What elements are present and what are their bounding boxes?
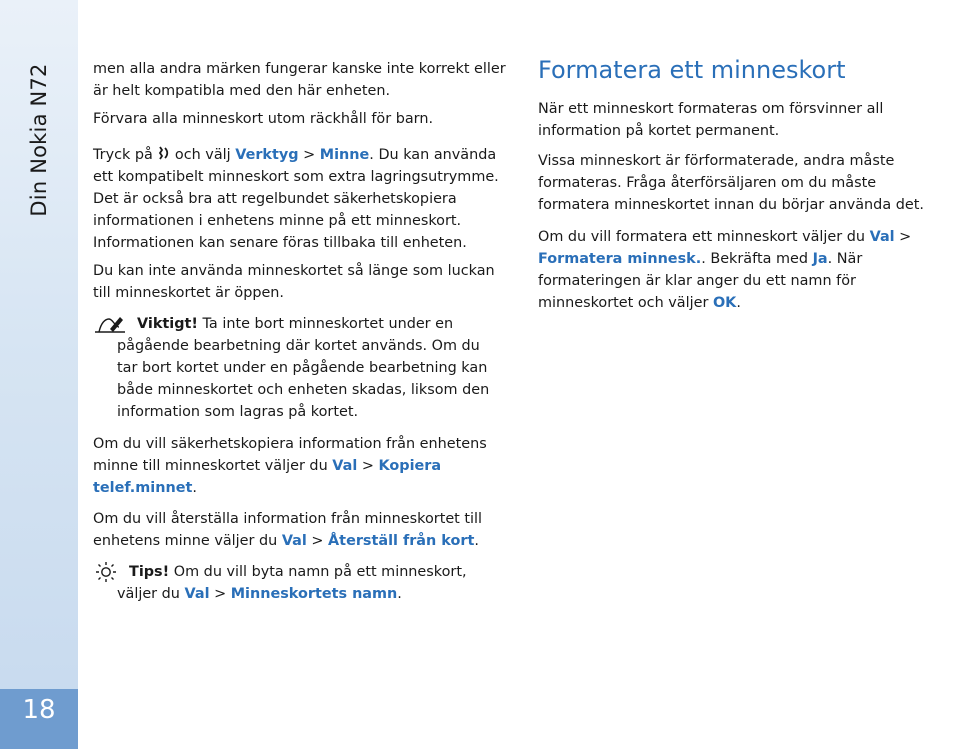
menu-restore-from-card: Återställ från kort xyxy=(328,533,475,549)
menu-copy-phone-memory: Kopiera telef.minnet xyxy=(93,458,442,496)
paragraph-backup: Om du vill säkerhetskopiera information från enhetens minne till minneskortet väljer du Val > Kopiera telef.minnet. xyxy=(93,436,487,496)
menu-format-card: Formatera minnesk. xyxy=(538,251,702,267)
tip-label: Tips! xyxy=(129,564,170,580)
menu-options: Val xyxy=(184,586,210,602)
paragraph-compat: men alla andra märken fungerar kanske inte korrekt eller är helt kompatibla med den här enheten. xyxy=(93,61,506,99)
page-number: 18 xyxy=(22,695,56,725)
page-number-tab xyxy=(0,689,78,749)
section-heading: Formatera ett minneskort xyxy=(538,56,846,84)
paragraph-lid: Du kan inte använda minneskortet så länge som luckan till minneskortet är öppen. xyxy=(93,263,495,301)
menu-options: Val xyxy=(332,458,358,474)
chapter-title: Din Nokia N72 xyxy=(27,63,51,217)
paragraph-preformatted: Vissa minneskort är förformaterade, andra måste formateras. Fråga återförsäljaren om du måste formatera minneskortet innan du börjar använda det. xyxy=(538,153,924,213)
tip-note: Tips! Om du vill byta namn på ett minneskort, väljer du Val > Minneskortets namn. xyxy=(93,561,493,605)
paragraph-menu-path: Tryck på och välj Verktyg > Minne. Du kan använda ett kompatibelt minneskort som extra lagringsutrymme. Det är också bra att regelbundet säkerhetskopiera informationen i enhetens minne på ett minneskort. Informationen kan senare föras tillbaka till enheten. xyxy=(93,147,499,251)
softkey-ok: OK xyxy=(712,295,737,311)
menu-tools: Verktyg xyxy=(235,147,299,163)
paragraph-children: Förvara alla minneskort utom räckhåll för barn. xyxy=(93,111,434,127)
important-label: Viktigt! xyxy=(137,316,198,332)
menu-key-icon xyxy=(156,145,172,161)
menu-memory: Minne xyxy=(319,147,370,163)
menu-options: Val xyxy=(869,229,895,245)
paragraph-format-steps: Om du vill formatera ett minneskort väljer du Val > Formatera minnesk.. Bekräfta med Ja. När formateringen är klar anger du ett namn för minneskortet och väljer OK. xyxy=(538,229,912,311)
menu-options: Val xyxy=(281,533,307,549)
important-text: Ta inte bort minneskortet under en pågående bearbetning där kortet används. Om du tar bort kortet under en pågående bearbetning kan både minneskortet och enheten skadas, liksom den information som lagras på kortet. xyxy=(117,316,490,420)
menu-card-name: Minneskortets namn xyxy=(230,586,398,602)
softkey-yes: Ja xyxy=(812,251,828,267)
important-note xyxy=(93,313,493,423)
paragraph-format-warning: När ett minneskort formateras om försvinner all information på kortet permanent. xyxy=(538,101,884,139)
paragraph-restore: Om du vill återställa information från minneskortet till enhetens minne väljer du Val > Återställ från kort. xyxy=(93,511,483,549)
tip-bulb-icon xyxy=(93,561,119,583)
important-pen-icon xyxy=(93,313,127,335)
sidebar xyxy=(0,0,78,749)
